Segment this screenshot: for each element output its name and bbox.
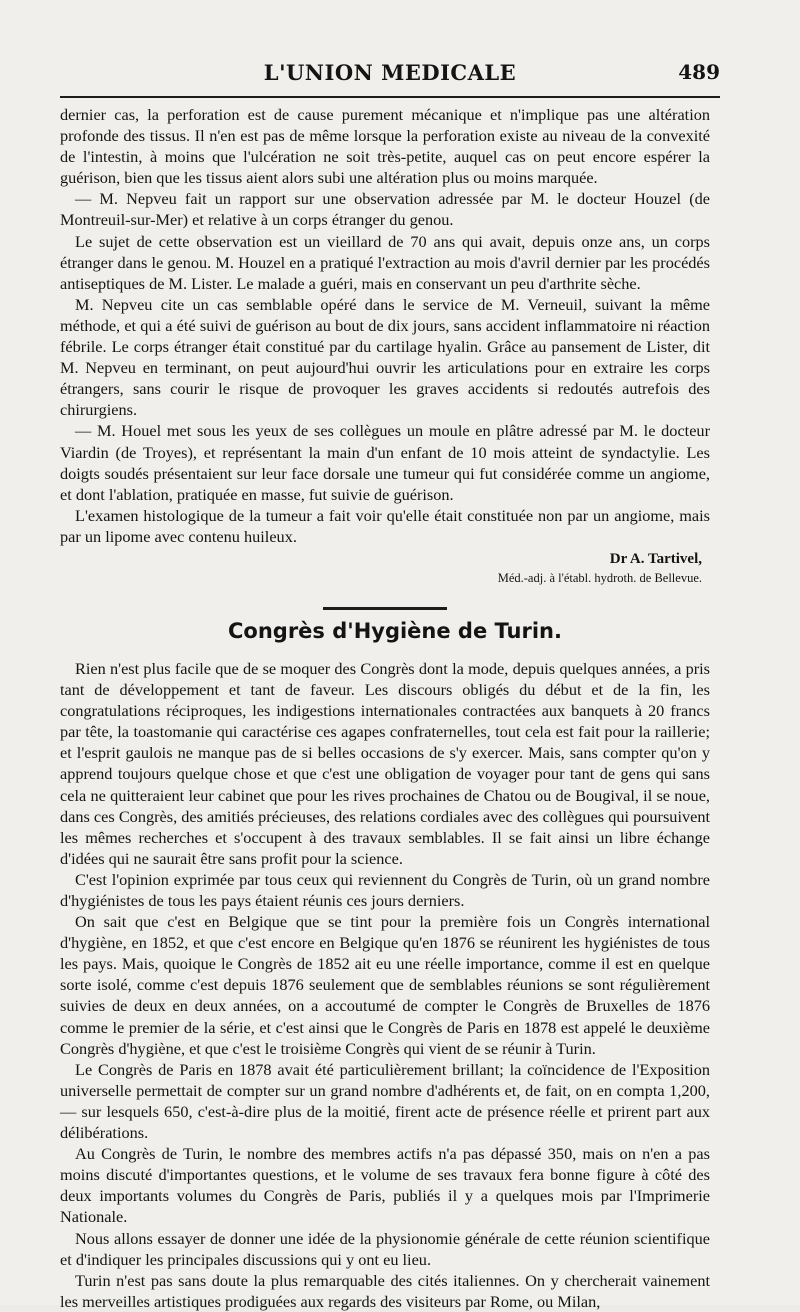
paragraph-perforation: dernier cas, la perforation est de cause purement mécanique et n'implique pas une altération profonde des tissus. Il n'en est pas de même lorsque la perforation existe au niveau de la convexité de l'intestin, à moins que l'ulcération ne soit très-petite, auquel cas on peut encore espérer la guérison, bien que les tissus aient alors subi une altération plus ou moins marquée.	[60, 105, 710, 188]
paragraph-turin-city: Turin n'est pas sans doute la plus remarquable des cités italiennes. On y chercherait vainement les merveilles artistiques prodiguées aux regards des visiteurs par Rome, ou Milan,	[60, 1270, 710, 1311]
section-divider	[323, 607, 447, 610]
paragraph-observation: Le sujet de cette observation est un vieillard de 70 ans qui avait, depuis onze ans, un corps étranger dans le genou. M. Houzel en a pratiqué l'extraction au mois d'avril dernier par les procédés antiseptiques de M. Lister. Le malade a guéri, mais en conservant un peu d'arthrite sèche.	[60, 231, 710, 293]
paragraph-turin-opinion: C'est l'opinion exprimée par tous ceux qui reviennent du Congrès de Turin, où un grand nombre d'hygiénistes de tous les pays étaient réunis ces jours derniers.	[60, 869, 710, 910]
page-number: 489	[678, 60, 720, 84]
running-head	[60, 60, 720, 90]
paragraph-verneuil-case: M. Nepveu cite un cas semblable opéré dans le service de M. Verneuil, suivant la même méthode, et qui a été suivi de guérison au bout de dix jours, sans accident inflammatoire ni réaction fébrile. Le corps étranger était constitué par du cartilage hyalin. Grâce au pansement de Lister, dit M. Nepveu en terminant, on peut aujourd'hui ouvrir les articulations pour en extraire les corps étrangers, sans courir le risque de provoquer les graves accidents si redoutés autrefois des chirurgiens.	[60, 294, 710, 420]
journal-title: L'UNION MEDICALE	[263, 60, 517, 85]
paragraph-congress-history: On sait que c'est en Belgique que se tint pour la première fois un Congrès international d'hygiène, en 1852, et que c'est encore en Belgique qu'en 1876 se réunirent les hygiénistes de tous les pays. Mais, quoique le Congrès de 1852 ait eu une réelle importance, comme il est en quelque sorte isolé, comme c'est depuis 1876 seulement que de semblables réunions se sont régulièrement suivies de deux en deux années, on a accoutumé de compter le Congrès de Bruxelles de 1876 comme le premier de la série, et c'est ainsi que le Congrès de Paris en 1878 est appelé le deuxième Congrès d'hygiène, et que c'est le troisième Congrès qui vient de se réunir à Turin.	[60, 912, 710, 1058]
paragraph-houel-mould: — M. Houel met sous les yeux de ses collègues un moule en plâtre adressé par M. le docteur Viardin (de Troyes), et représentant la main d'un enfant de 10 mois atteint de syndactylie. Les doigts soudés présentaient sur leur face dorsale une tumeur qui fut considérée comme un angiome, et dont l'ablation, pratiquée en masse, fut suivie de guérison.	[60, 421, 710, 504]
section-title: Congrès d'Hygiène de Turin.	[228, 618, 562, 643]
paragraph-histology: L'examen histologique de la tumeur a fait voir qu'elle était constituée non par un angiome, mais par un lipome avec contenu huileux.	[60, 505, 710, 546]
paragraph-paris-1878: Le Congrès de Paris en 1878 avait été particulièrement brillant; la coïncidence de l'Exposition universelle permettait de compter sur un grand nombre d'adhérents et, de fait, on en compta 1,200, — sur lesquels 650, c'est-à-dire plus de la moitié, firent acte de présence réelle et prirent part aux délibérations.	[60, 1059, 710, 1143]
header-rule	[60, 96, 720, 98]
paragraph-congress-intro: Rien n'est plus facile que de se moquer des Congrès dont la mode, depuis quelques années, a pris tant de développement et tant de faveur. Les discours obligés du début et de la fin, les congratulations réciproques, les indigestions internationales contractées aux banquets à 20 francs par tête, la toastomanie qui caractérise ces agapes confraternelles, tout cela est fait pour la raillerie; et l'esprit gaulois ne manque pas de si belles occasions de s'y exercer. Mais, sans compter qu'on y apprend toujours quelque chose et que c'est une obligation de voyager pour tant de gens qui sans cela ne quitteraient leur cabinet que pour les rives prochaines de Chatou ou de Bougival, il se noue, dans ces Congrès, des amitiés précieuses, des relations cordiales avec des collègues qui poursuivent les mêmes recherches et s'occupent à des travaux semblables. Il se fait ainsi un libre échange d'idées qui ne saurait être sans profit pour la science.	[60, 658, 710, 868]
author-signature: Dr A. Tartivel,	[609, 550, 702, 567]
author-affiliation: Méd.-adj. à l'établ. hydroth. de Bellevue.	[497, 570, 702, 585]
paragraph-overview-intent: Nous allons essayer de donner une idée de la physionomie générale de cette réunion scientifique et d'indiquer les principales discussions qui y ont eu lieu.	[60, 1228, 710, 1269]
paragraph-turin-members: Au Congrès de Turin, le nombre des membres actifs n'a pas dépassé 350, mais on n'en a pas moins discuté d'importantes questions, et le volume de ses travaux fera bonne figure à côté des deux importants volumes du Congrès de Paris, publiés il y a quelques mois par l'Imprimerie Nationale.	[60, 1144, 710, 1227]
paragraph-nepveu-report: — M. Nepveu fait un rapport sur une observation adressée par M. le docteur Houzel (de Montreuil-sur-Mer) et relative à un corps étranger du genou.	[60, 189, 710, 230]
page-body	[60, 104, 710, 1312]
